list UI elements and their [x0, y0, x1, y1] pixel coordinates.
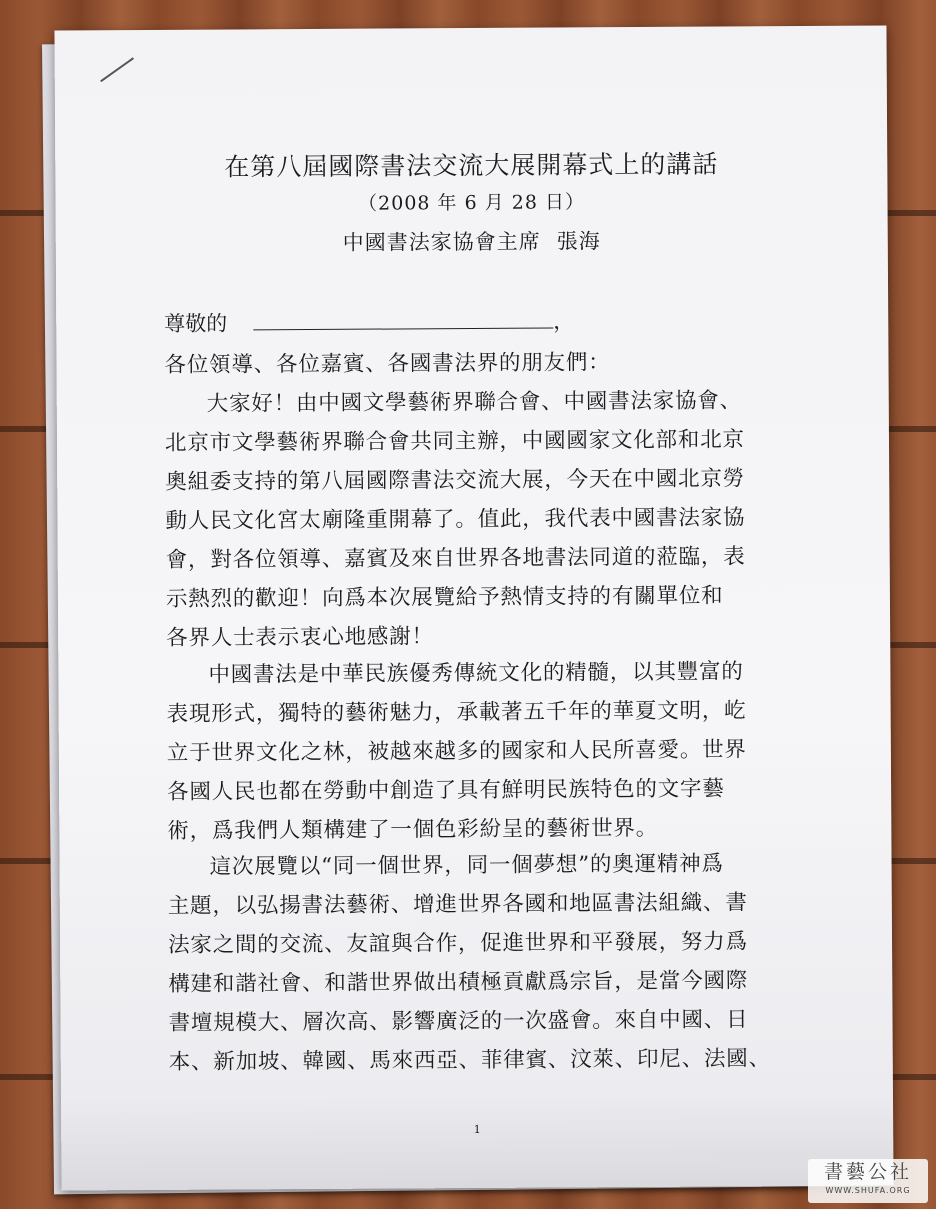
text-line: 各國人民也都在勞動中創造了具有鮮明民族特色的文字藝: [167, 776, 725, 805]
author-name: 張海: [556, 229, 601, 254]
document-date: （2008 年 6 月 28 日）: [358, 191, 585, 215]
salutation-line: [164, 305, 574, 338]
text-line: 書壇規模大、層次高、影響廣泛的一次盛會。來自中國、日: [168, 1007, 749, 1036]
page-number: 1: [473, 1122, 481, 1137]
text-line: 示熱烈的歡迎！向爲本次展覽給予熱情支持的有關單位和: [165, 583, 724, 612]
text-line: 這次展覽以“同一個世界，同一個夢想”的奧運精神爲: [209, 851, 724, 880]
text-line: 各位領導、各位嘉賓、各國書法界的朋友們：: [164, 350, 611, 378]
author-role: 中國書法家協會主席: [342, 229, 541, 255]
watermark-url: WWW.SHUFA.ORG: [825, 1186, 911, 1195]
text-line: 法家之間的交流、友誼與合作，促進世界和平發展，努力爲: [167, 929, 748, 958]
speech-document: [54, 25, 893, 1190]
text-line: 中國書法是中華民族優秀傳統文化的精髓，以其豐富的: [208, 659, 744, 688]
text-line: 主題，以弘揚書法藝術、增進世界各國和地區書法組織、書: [167, 890, 748, 919]
watermark-logo: [808, 1159, 928, 1203]
watermark-text: 書藝公社: [823, 1161, 912, 1183]
text-line: 奧組委支持的第八屆國際書法交流大展，今天在中國北京勞: [165, 466, 746, 495]
text-line: 北京市文學藝術界聯合會共同主辦，中國國家文化部和北京: [164, 427, 745, 456]
salutation-prefix: 尊敬的: [164, 311, 228, 336]
text-line: 大家好！由中國文學藝術界聯合會、中國書法家協會、: [206, 388, 743, 417]
text-line: 本、新加坡、韓國、馬來西亞、菲律賓、汶萊、印尼、法國、: [168, 1046, 771, 1075]
document-title: 在第八屆國際書法交流大展開幕式上的講話: [224, 149, 719, 182]
document-author: [56, 223, 888, 258]
text-line: 各界人士表示衷心地感謝！: [166, 624, 434, 651]
salutation-blank: [253, 310, 553, 331]
text-line: 動人民文化宮太廟隆重開幕了。值此，我代表中國書法家協: [165, 505, 746, 534]
salutation-suffix: ，: [553, 309, 575, 334]
text-line: 構建和諧社會、和諧世界做出積極貢獻爲宗旨，是當今國際: [168, 968, 749, 997]
text-line: 表現形式，獨特的藝術魅力，承載著五千年的華夏文明，屹: [166, 698, 747, 727]
text-line: 會，對各位領導、嘉賓及來自世界各地書法同道的蒞臨，表: [165, 544, 746, 573]
text-line: 立于世界文化之林，被越來越多的國家和人民所喜愛。世界: [166, 737, 747, 766]
document-page: [54, 25, 893, 1190]
text-line: 術，爲我們人類構建了一個色彩紛呈的藝術世界。: [167, 815, 659, 844]
